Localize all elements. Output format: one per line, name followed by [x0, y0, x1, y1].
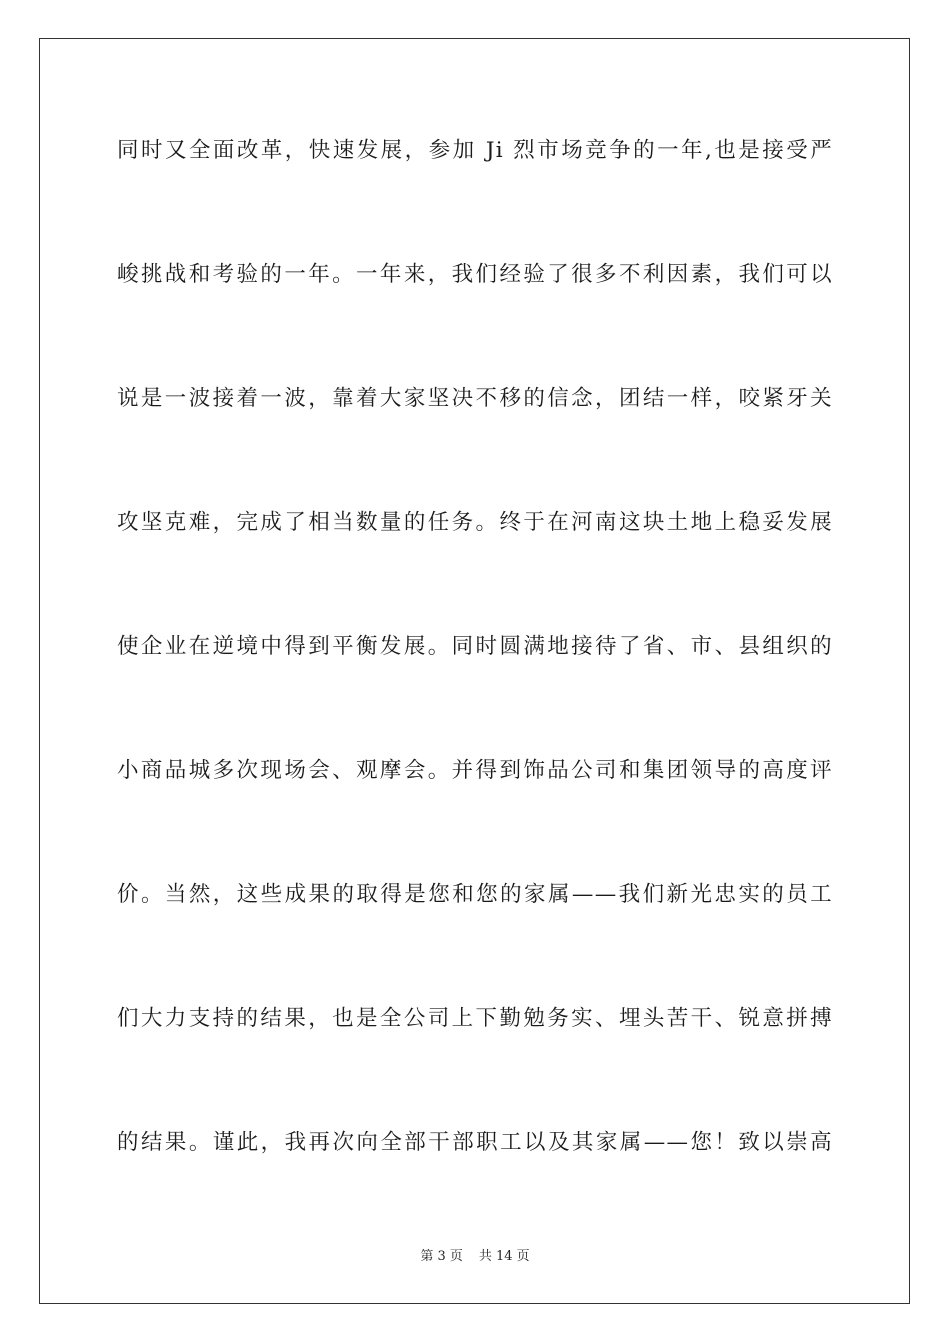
text-line: 说是一波接着一波，靠着大家坚决不移的信念，团结一样，咬紧牙关 — [117, 386, 833, 411]
text-line: 使企业在逆境中得到平衡发展。同时圆满地接待了省、市、县组织的 — [117, 634, 833, 659]
text-line: 们大力支持的结果，也是全公司上下勤勉务实、埋头苦干、锐意拼搏 — [117, 1006, 833, 1031]
text-line: 小商品城多次现场会、观摩会。并得到饰品公司和集团领导的高度评 — [117, 758, 833, 783]
document-body — [117, 126, 833, 1242]
text-line: 同时又全面改革，快速发展，参加 Ji 烈市场竞争的一年,也是接受严 — [117, 138, 833, 163]
text-line: 峻挑战和考验的一年。一年来，我们经验了很多不利因素，我们可以 — [117, 262, 833, 287]
page-number: 第 3 页 — [420, 1249, 463, 1264]
text-line: 价。当然，这些成果的取得是您和您的家属——我们新光忠实的员工 — [117, 882, 833, 907]
page-total: 共 14 页 — [478, 1249, 530, 1264]
page-footer — [0, 1248, 950, 1266]
text-line: 的结果。谨此，我再次向全部干部职工以及其家属——您！致以崇高 — [117, 1130, 833, 1155]
text-line: 攻坚克难，完成了相当数量的任务。终于在河南这块土地上稳妥发展 — [117, 510, 833, 535]
